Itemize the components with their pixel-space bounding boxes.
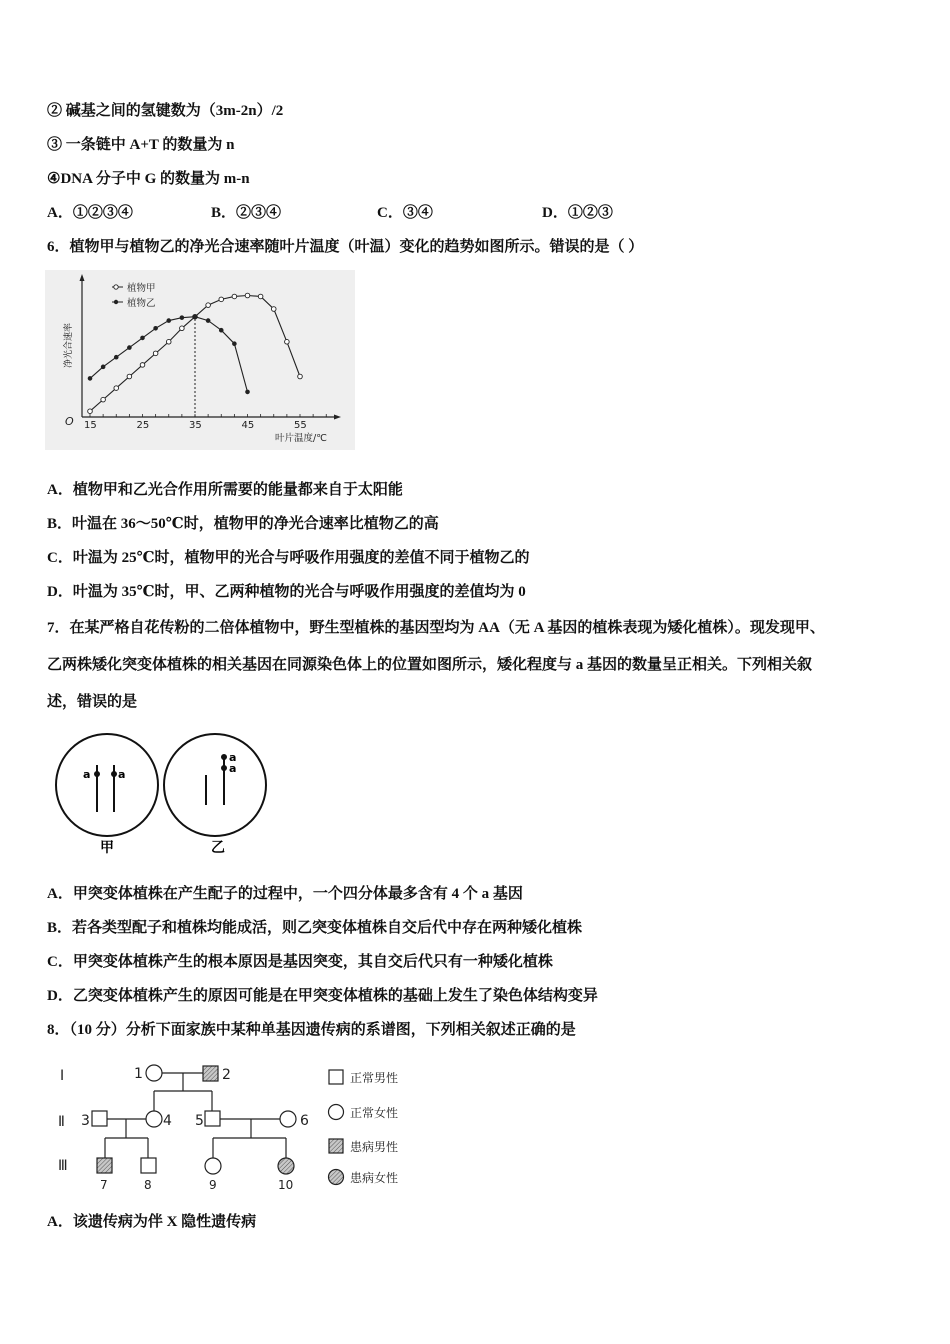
x-tick-label: 35 (189, 420, 202, 431)
individual-4 (146, 1111, 162, 1127)
affected-female-icon (329, 1170, 344, 1185)
chart-legend (112, 282, 156, 309)
q8-option-a: A．该遗传病为伴 X 隐性遗传病 (47, 1214, 257, 1230)
q5-option-b: B．②③④ (211, 205, 282, 221)
data-point (88, 409, 93, 414)
q5-option-c: C．③④ (377, 205, 433, 221)
data-point (101, 397, 106, 402)
x-axis-arrow-icon (334, 415, 341, 420)
gene-locus-icon (221, 754, 227, 760)
individual-8 (141, 1158, 156, 1173)
data-point (88, 376, 93, 381)
data-point (219, 297, 224, 302)
x-tick-label: 45 (241, 420, 255, 431)
individual-6 (280, 1111, 296, 1127)
legend-jia: 植物甲 (127, 283, 156, 294)
legend-yi: 植物乙 (127, 298, 156, 309)
data-point (232, 341, 237, 346)
data-point (140, 363, 145, 368)
cell-yi (164, 734, 266, 856)
label-7: 7 (100, 1178, 108, 1192)
cell-label-yi: 乙 (211, 840, 225, 856)
data-point (127, 374, 132, 379)
filled-marker-icon (114, 300, 118, 304)
legend-affected-male: 患病男性 (350, 1140, 399, 1154)
origin-label: O (65, 415, 74, 428)
data-point (101, 365, 106, 370)
data-point (166, 318, 171, 323)
gene-locus-icon (111, 771, 117, 777)
data-point (245, 390, 250, 395)
label-4: 4 (163, 1113, 172, 1129)
q8-stem: 8．（10 分）分析下面家族中某种单基因遗传病的系谱图，下列相关叙述正确的是 (47, 1022, 576, 1038)
q6-option-b: B．叶温在 36～50℃时，植物甲的净光合速率比植物乙的高 (47, 516, 439, 532)
data-point (232, 294, 237, 299)
y-axis-arrow-icon (80, 274, 85, 281)
individual-5 (205, 1111, 220, 1126)
q5-statement-4: ④DNA 分子中 G 的数量为 m-n (47, 171, 250, 187)
q8-pedigree-chart (50, 1058, 420, 1193)
data-point (193, 314, 198, 319)
x-axis-label: 叶片温度/℃ (275, 433, 327, 444)
cell-jia (56, 734, 158, 856)
label-1: 1 (134, 1066, 143, 1082)
data-point (298, 374, 303, 379)
affected-male-icon (329, 1139, 343, 1153)
gene-label: a (229, 751, 237, 764)
data-point (153, 351, 158, 356)
gene-locus-icon (94, 771, 100, 777)
label-6: 6 (300, 1113, 309, 1129)
q7-stem-line-3: 述，错误的是 (47, 694, 138, 710)
cell-label-jia: 甲 (100, 840, 114, 856)
hollow-marker-icon (114, 285, 118, 289)
pedigree-legend (329, 1070, 399, 1185)
label-9: 9 (209, 1178, 217, 1192)
q7-chromosome-figure (45, 725, 285, 865)
q7-option-c: C．甲突变体植株产生的根本原因是基因突变，其自交后代只有一种矮化植株 (47, 954, 553, 970)
data-point (206, 303, 211, 308)
generation-label-2: Ⅱ (58, 1114, 65, 1130)
data-point (153, 326, 158, 331)
data-point (180, 326, 185, 331)
individual-1 (146, 1065, 162, 1081)
legend-normal-female: 正常女性 (350, 1106, 399, 1120)
data-point (206, 318, 211, 323)
data-point (258, 294, 263, 299)
x-tick-label: 25 (136, 420, 150, 431)
q6-option-c: C．叶温为 25℃时，植物甲的光合与呼吸作用强度的差值不同于植物乙的 (47, 550, 530, 566)
individual-9 (205, 1158, 221, 1174)
normal-female-icon (329, 1105, 344, 1120)
data-point (271, 307, 276, 312)
gene-label: a (229, 762, 237, 775)
data-point (219, 328, 224, 333)
individual-2 (203, 1066, 218, 1081)
data-point (114, 355, 119, 360)
q7-option-a: A．甲突变体植株在产生配子的过程中，一个四分体最多含有 4 个 a 基因 (47, 886, 523, 902)
q5-option-d: D．①②③ (542, 205, 613, 221)
q7-stem-line-1: 7．在某严格自花传粉的二倍体植物中，野生型植株的基因型均为 AA（无 A 基因的植株表现为矮化植株）。现发现甲、 (47, 620, 825, 636)
q6-stem: 6．植物甲与植物乙的净光合速率随叶片温度（叶温）变化的趋势如图所示。错误的是（ ） (47, 239, 644, 255)
data-point (180, 315, 185, 320)
generation-label-1: Ⅰ (60, 1068, 65, 1084)
data-point (285, 339, 290, 344)
legend-normal-male: 正常男性 (350, 1071, 399, 1085)
data-point (140, 336, 145, 341)
data-point (166, 339, 171, 344)
individual-3 (92, 1111, 107, 1126)
q6-option-a: A．植物甲和乙光合作用所需要的能量都来自于太阳能 (47, 482, 403, 498)
q5-option-a: A．①②③④ (47, 205, 133, 221)
q5-statement-3: ③ 一条链中 A+T 的数量为 n (47, 137, 235, 153)
x-tick-label: 15 (84, 420, 97, 431)
data-point (114, 386, 119, 391)
legend-affected-female: 患病女性 (350, 1171, 399, 1185)
label-10: 10 (278, 1178, 294, 1192)
individual-10 (278, 1158, 294, 1174)
q7-option-d: D．乙突变体植株产生的原因可能是在甲突变体植株的基础上发生了染色体结构变异 (47, 988, 598, 1004)
q5-statement-2: ② 碱基之间的氢键数为（3m-2n）/2 (47, 103, 284, 119)
data-point (127, 345, 132, 350)
label-3: 3 (81, 1113, 90, 1129)
label-8: 8 (144, 1178, 152, 1192)
x-tick-label: 55 (294, 420, 307, 431)
gene-label: a (83, 768, 91, 781)
gene-locus-icon (221, 765, 227, 771)
q7-stem-line-2: 乙两株矮化突变体植株的相关基因在同源染色体上的位置如图所示，矮化程度与 a 基因的数量呈正相关。下列相关叙 (47, 657, 813, 673)
series-plant-yi (88, 314, 250, 394)
q6-option-d: D．叶温为 35℃时，甲、乙两种植物的光合与呼吸作用强度的差值均为 0 (47, 584, 526, 600)
gene-label: a (118, 768, 126, 781)
normal-male-icon (329, 1070, 343, 1084)
q7-option-b: B．若各类型配子和植株均能成活，则乙突变体植株自交后代中存在两种矮化植株 (47, 920, 583, 936)
generation-label-3: Ⅲ (58, 1158, 68, 1174)
label-2: 2 (222, 1067, 231, 1083)
label-5: 5 (195, 1113, 204, 1129)
data-point (245, 293, 250, 298)
individual-7 (97, 1158, 112, 1173)
q6-line-chart (45, 270, 355, 450)
y-axis-label: 净光合速率 (64, 322, 74, 368)
